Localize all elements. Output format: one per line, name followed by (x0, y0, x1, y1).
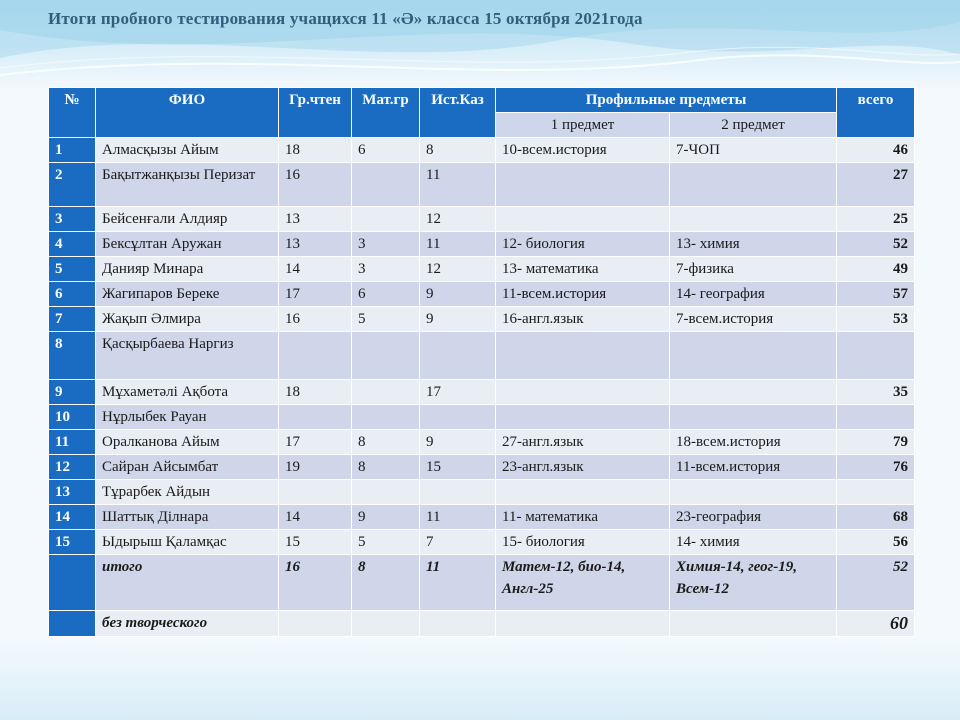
subject2-score: 23-география (670, 505, 837, 530)
reading-score: 15 (279, 530, 352, 555)
background-wave-bottom (0, 640, 960, 720)
page-title: Итоги пробного тестирования учащихся 11 «Ә» класса 15 октября 2021года (48, 9, 643, 28)
subject1-score: 27-англ.язык (496, 430, 670, 455)
subject2-score: 7-ЧОП (670, 138, 837, 163)
reading-score (279, 480, 352, 505)
history-score: 12 (420, 257, 496, 282)
summary-total: 52 (837, 555, 915, 611)
math-score (352, 207, 420, 232)
table-row (49, 480, 915, 505)
history-score: 9 (420, 282, 496, 307)
header-history: Ист.Каз (420, 88, 496, 138)
total-score: 76 (837, 455, 915, 480)
subject2-score (670, 332, 837, 380)
student-name: Бейсенғали Алдияр (96, 207, 279, 232)
header-num: № (49, 88, 96, 138)
student-name: Жақып Әлмира (96, 307, 279, 332)
header-subject2: 2 предмет (670, 113, 837, 138)
reading-score: 14 (279, 257, 352, 282)
total-score: 35 (837, 380, 915, 405)
student-name: Бақытжанқызы Перизат (96, 163, 279, 207)
row-num: 13 (49, 480, 96, 505)
table-header (49, 88, 915, 138)
history-score: 15 (420, 455, 496, 480)
total-score: 52 (837, 232, 915, 257)
math-score: 6 (352, 138, 420, 163)
subject2-score (670, 380, 837, 405)
table-row (49, 405, 915, 430)
total-score: 79 (837, 430, 915, 455)
math-score: 5 (352, 307, 420, 332)
subject1-score (496, 163, 670, 207)
total-score: 57 (837, 282, 915, 307)
history-score: 9 (420, 430, 496, 455)
table-row (49, 430, 915, 455)
reading-score: 14 (279, 505, 352, 530)
without-creative-total: 60 (837, 611, 915, 637)
table-row (49, 332, 915, 380)
history-score: 12 (420, 207, 496, 232)
total-score (837, 480, 915, 505)
subject1-score: 11- математика (496, 505, 670, 530)
reading-score: 18 (279, 380, 352, 405)
table-row (49, 257, 915, 282)
summary-row (49, 555, 915, 611)
subject1-score: 13- математика (496, 257, 670, 282)
table-row (49, 282, 915, 307)
student-name: Алмасқызы Айым (96, 138, 279, 163)
math-score: 8 (352, 430, 420, 455)
reading-score: 16 (279, 307, 352, 332)
reading-score: 13 (279, 232, 352, 257)
subject1-score (496, 480, 670, 505)
math-score (352, 405, 420, 430)
student-name: Оралканова Айым (96, 430, 279, 455)
total-score (837, 405, 915, 430)
student-name: Тұрарбек Айдын (96, 480, 279, 505)
subject2-score: 11-всем.история (670, 455, 837, 480)
table-row (49, 505, 915, 530)
summary-num-cell (49, 555, 96, 611)
row-num: 10 (49, 405, 96, 430)
table-row (49, 380, 915, 405)
subject2-score (670, 480, 837, 505)
subject2-score: 7-всем.история (670, 307, 837, 332)
header-subject1: 1 предмет (496, 113, 670, 138)
subject1-score: 10-всем.история (496, 138, 670, 163)
student-name: Мұхаметәлі Ақбота (96, 380, 279, 405)
header-reading: Гр.чтен (279, 88, 352, 138)
student-name: Нұрлыбек Рауан (96, 405, 279, 430)
total-score: 27 (837, 163, 915, 207)
reading-score: 13 (279, 207, 352, 232)
math-score (352, 332, 420, 380)
student-name: Ыдырыш Қаламқас (96, 530, 279, 555)
student-name: Қасқырбаева Наргиз (96, 332, 279, 380)
student-name: Шаттық Ділнара (96, 505, 279, 530)
row-num: 3 (49, 207, 96, 232)
subject1-score (496, 332, 670, 380)
subject2-score: 7-физика (670, 257, 837, 282)
subject2-score: 14- география (670, 282, 837, 307)
header-total: всего (837, 88, 915, 138)
table-row (49, 307, 915, 332)
summary-reading: 16 (279, 555, 352, 611)
subject2-score: 18-всем.история (670, 430, 837, 455)
math-score: 5 (352, 530, 420, 555)
math-score (352, 480, 420, 505)
subject1-score (496, 405, 670, 430)
total-score: 46 (837, 138, 915, 163)
row-num: 9 (49, 380, 96, 405)
history-score (420, 332, 496, 380)
subject1-score: 16-англ.язык (496, 307, 670, 332)
row-num: 2 (49, 163, 96, 207)
row-num: 7 (49, 307, 96, 332)
subject1-score: 15- биология (496, 530, 670, 555)
math-score (352, 163, 420, 207)
subject1-score (496, 207, 670, 232)
student-name: Бексұлтан Аружан (96, 232, 279, 257)
reading-score: 19 (279, 455, 352, 480)
without-creative-num-cell (49, 611, 96, 637)
table-row (49, 530, 915, 555)
table-row (49, 138, 915, 163)
student-name: Сайран Айсымбат (96, 455, 279, 480)
reading-score: 17 (279, 282, 352, 307)
table-row (49, 163, 915, 207)
total-score: 53 (837, 307, 915, 332)
row-num: 8 (49, 332, 96, 380)
results-table (48, 87, 915, 637)
history-score (420, 405, 496, 430)
total-score: 25 (837, 207, 915, 232)
subject2-score (670, 207, 837, 232)
row-num: 4 (49, 232, 96, 257)
table-row (49, 232, 915, 257)
summary-history: 11 (420, 555, 496, 611)
table-row (49, 455, 915, 480)
row-num: 6 (49, 282, 96, 307)
total-score: 56 (837, 530, 915, 555)
header-profile: Профильные предметы (496, 88, 837, 113)
math-score (352, 380, 420, 405)
row-num: 14 (49, 505, 96, 530)
row-num: 15 (49, 530, 96, 555)
table-row (49, 207, 915, 232)
history-score: 11 (420, 505, 496, 530)
without-creative-row (49, 611, 915, 637)
without-creative-label: без творческого (96, 611, 279, 637)
history-score: 7 (420, 530, 496, 555)
total-score: 49 (837, 257, 915, 282)
history-score: 11 (420, 232, 496, 257)
reading-score: 18 (279, 138, 352, 163)
table-body (49, 138, 915, 637)
total-score: 68 (837, 505, 915, 530)
summary-subject2: Химия-14, геог-19, Всем-12 (670, 555, 837, 611)
reading-score: 17 (279, 430, 352, 455)
reading-score: 16 (279, 163, 352, 207)
row-num: 11 (49, 430, 96, 455)
math-score: 6 (352, 282, 420, 307)
math-score: 3 (352, 232, 420, 257)
summary-label: итого (96, 555, 279, 611)
history-score: 8 (420, 138, 496, 163)
history-score: 17 (420, 380, 496, 405)
subject2-score (670, 163, 837, 207)
subject1-score: 12- биология (496, 232, 670, 257)
subject2-score: 14- химия (670, 530, 837, 555)
total-score (837, 332, 915, 380)
summary-subject1: Матем-12, био-14, Англ-25 (496, 555, 670, 611)
row-num: 12 (49, 455, 96, 480)
subject1-score (496, 380, 670, 405)
row-num: 1 (49, 138, 96, 163)
student-name: Данияр Минара (96, 257, 279, 282)
subject2-score (670, 405, 837, 430)
math-score: 9 (352, 505, 420, 530)
header-math: Мат.гр (352, 88, 420, 138)
history-score (420, 480, 496, 505)
header-fio: ФИО (96, 88, 279, 138)
math-score: 3 (352, 257, 420, 282)
summary-math: 8 (352, 555, 420, 611)
subject1-score: 11-всем.история (496, 282, 670, 307)
history-score: 9 (420, 307, 496, 332)
subject2-score: 13- химия (670, 232, 837, 257)
history-score: 11 (420, 163, 496, 207)
subject1-score: 23-англ.язык (496, 455, 670, 480)
student-name: Жагипаров Береке (96, 282, 279, 307)
reading-score (279, 332, 352, 380)
reading-score (279, 405, 352, 430)
row-num: 5 (49, 257, 96, 282)
math-score: 8 (352, 455, 420, 480)
